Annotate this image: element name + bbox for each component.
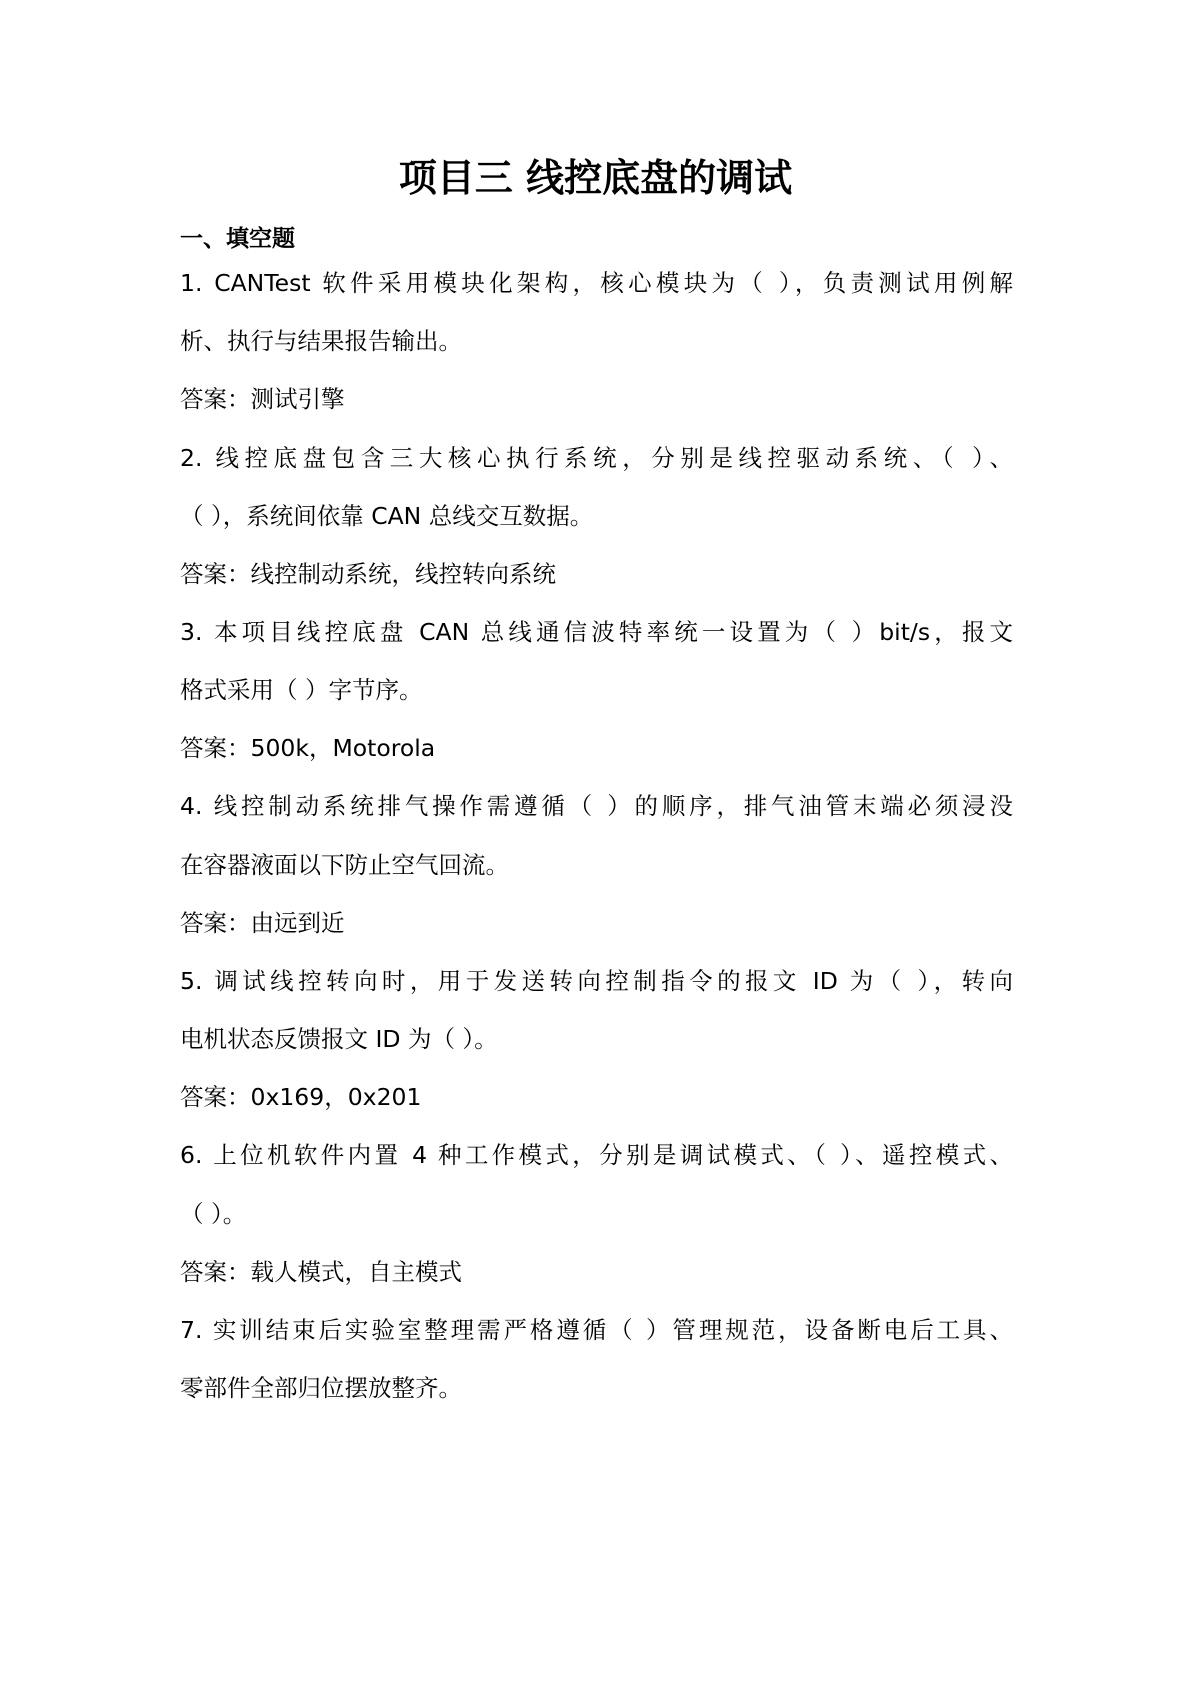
question-6-line-2: （ ）。	[180, 1200, 247, 1228]
page-title: 项目三 线控底盘的调试	[398, 156, 793, 200]
question-1-line-2: 析、执行与结果报告输出。	[180, 327, 462, 355]
question-3-answer: 答案：500k，Motorola	[180, 734, 436, 762]
question-6-answer: 答案：载人模式，自主模式	[180, 1258, 462, 1286]
question-3-line-1: 3. 本项目线控底盘 CAN 总线通信波特率统一设置为（ ）bit/s，报文	[180, 618, 1013, 646]
question-6-line-1: 6. 上位机软件内置 4 种工作模式，分别是调试模式、（ ）、遥控模式、	[180, 1141, 1013, 1169]
question-7-line-1: 7. 实训结束后实验室整理需严格遵循（ ）管理规范，设备断电后工具、	[180, 1316, 1013, 1344]
question-5-line-1: 5. 调试线控转向时，用于发送转向控制指令的报文 ID 为（ ），转向	[180, 967, 1013, 995]
question-2-line-1: 2. 线控底盘包含三大核心执行系统，分别是线控驱动系统、（ ）、	[180, 444, 1013, 472]
question-3-line-2: 格式采用（ ）字节序。	[180, 676, 423, 704]
question-2-line-2: （ ），系统间依靠 CAN 总线交互数据。	[180, 502, 594, 530]
question-1-answer: 答案：测试引擎	[180, 385, 345, 413]
section-heading: 一、填空题	[180, 226, 295, 252]
question-5-answer: 答案：0x169，0x201	[180, 1083, 422, 1111]
question-7-line-2: 零部件全部归位摆放整齐。	[180, 1374, 462, 1402]
question-4-answer: 答案：由远到近	[180, 909, 345, 937]
question-2-answer: 答案：线控制动系统，线控转向系统	[180, 560, 556, 588]
question-5-line-2: 电机状态反馈报文 ID 为（ ）。	[180, 1025, 498, 1053]
question-4-line-2: 在容器液面以下防止空气回流。	[180, 851, 509, 879]
question-4-line-1: 4. 线控制动系统排气操作需遵循（ ）的顺序，排气油管末端必须浸没	[180, 792, 1013, 820]
question-1-line-1: 1. CANTest 软件采用模块化架构，核心模块为（ ），负责测试用例解	[180, 269, 1013, 297]
